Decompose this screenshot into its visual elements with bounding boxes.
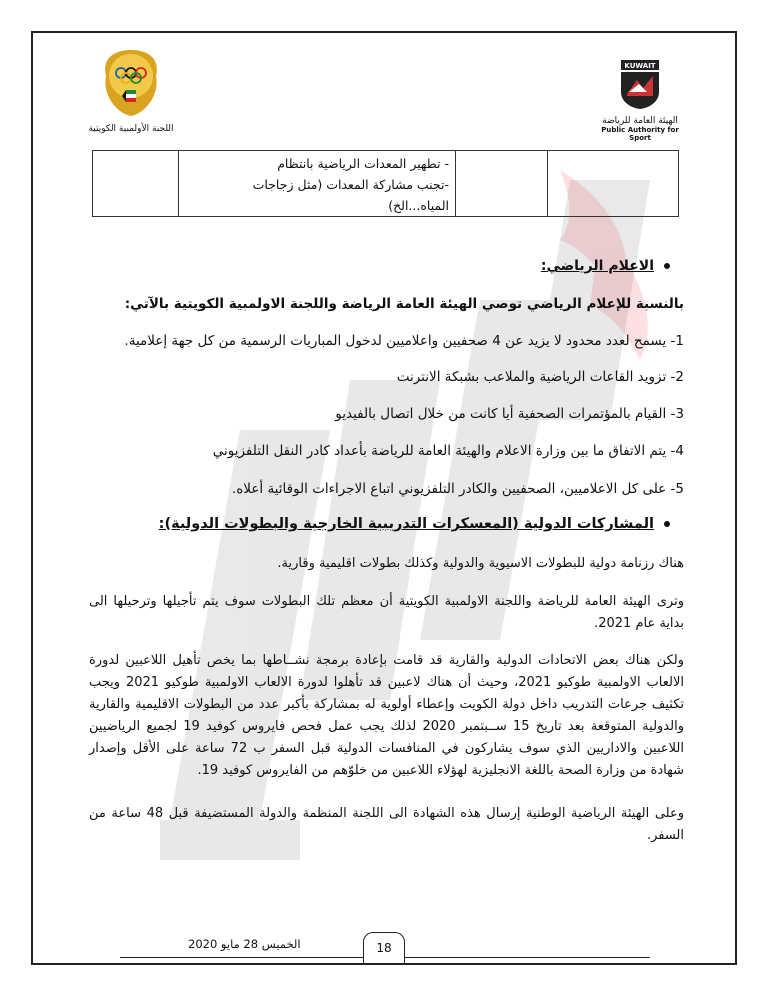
paragraph-3: ولكن هناك بعض الاتحادات الدولية والقارية قد قامت بإعادة برمجة نشــاطها بما يخص تأهيل اللاعبين لدورة الالعاب الاولمبية طوكيو 2021، وحيث أن هناك لاعبين قد تأهلوا لدورة الالعاب الاولمبية طوكيو 2021 ويجب تكثيف جرعات التدريب داخل دولة الكويت وإعطاء أولوية له بمشاركة بأكبر عدد من البطولات الاقليمية والقارية والدولية المتوقعة بعد تاريخ 15 ســبتمبر 2020 لذلك يجب عمل فحص فايروس كوفيد 19 لجميع الرياضيين اللاعبين والاداريين الذي سوف يشاركون في المنافسات الدولية قبل السفر ب 72 ساعة على الأقل وإصدار شهادة من وزارة الصحة باللغة الانجليزية لهؤلاء اللاعبين من خلوّهم من الفايروس كوفيد 19. (89, 653, 685, 778)
paragraph-2: وترى الهيئة العامة للرياضة واللجنة الاولمبية الكويتية أن معظم تلك البطولات سوف يتم تأجيلها وترحيلها الى بداية عام 2021. (89, 594, 684, 631)
public-authority-name-en: Public Authority for Sport (601, 126, 679, 142)
table-line: -تجنب مشاركة المعدات (مثل زجاجات (252, 177, 449, 192)
olympic-committee-name-ar: اللجنة الأولمبية الكويتية (88, 124, 174, 134)
media-item-1: 1- يسمح لعدد محدود لا يزيد عن 4 صحفيين واعلاميين لدخول المباريات الرسمية من كل جهة إعلامية. (124, 333, 684, 349)
media-item-5: 5- على كل الاعلاميين، الصحفيين والكادر التلفزيوني اتباع الاجراءات الوقائية أعلاه. (231, 481, 684, 497)
bullet-icon (664, 521, 670, 527)
media-item-2: 2- تزويد القاعات الرياضية والملاعب بشبكة الانترنت (396, 369, 684, 385)
table-cell-measures (179, 151, 456, 217)
kuwait-olympic-committee-logo (86, 46, 176, 134)
media-heading: الاعلام الرياضي: (541, 258, 670, 274)
public-authority-logo (596, 58, 684, 142)
table-cell-empty (93, 151, 179, 217)
bullet-icon (664, 263, 670, 269)
olympic-emblem-icon (98, 46, 164, 118)
intl-heading: المشاركات الدولية (المعسكرات التدريبية الخارجية والبطولات الدولية): (159, 516, 670, 532)
paragraph-1: هناك رزنامة دولية للبطولات الاسيوية والدولية وكذلك بطولات اقليمية وقارية. (277, 556, 684, 571)
table-cell-empty (548, 151, 679, 217)
footer-date: الخميس 28 مايو 2020 (188, 937, 301, 951)
kuwait-brand-text: KUWAIT (624, 62, 656, 70)
media-item-4: 4- يتم الاتفاق ما بين وزارة الاعلام والهيئة العامة للرياضة بأعداد كادر النقل التلفزيوني (212, 443, 684, 459)
public-authority-emblem-icon (617, 58, 663, 110)
table-line: المياه...الخ) (388, 198, 449, 213)
paragraph-4: وعلى الهيئة الرياضية الوطنية إرسال هذه الشهادة الى اللجنة المنظمة والدولة المستضيفة قبل 48 ساعة من السفر. (89, 806, 684, 843)
measures-table (92, 150, 679, 217)
table-cell-empty (456, 151, 548, 217)
table-line: - تطهير المعدات الرياضية بانتظام (277, 156, 449, 171)
public-authority-name-ar: الهيئة العامة للرياضة (602, 116, 678, 126)
media-intro: بالنسبة للإعلام الرياضي توصي الهيئة العامة الرياضة واللجنة الاولمبية الكويتية بالآتي: (124, 296, 684, 312)
media-item-3: 3- القيام بالمؤتمرات الصحفية أيا كانت من خلال اتصال بالفيديو (335, 406, 684, 422)
page-number: 18 (363, 932, 405, 963)
